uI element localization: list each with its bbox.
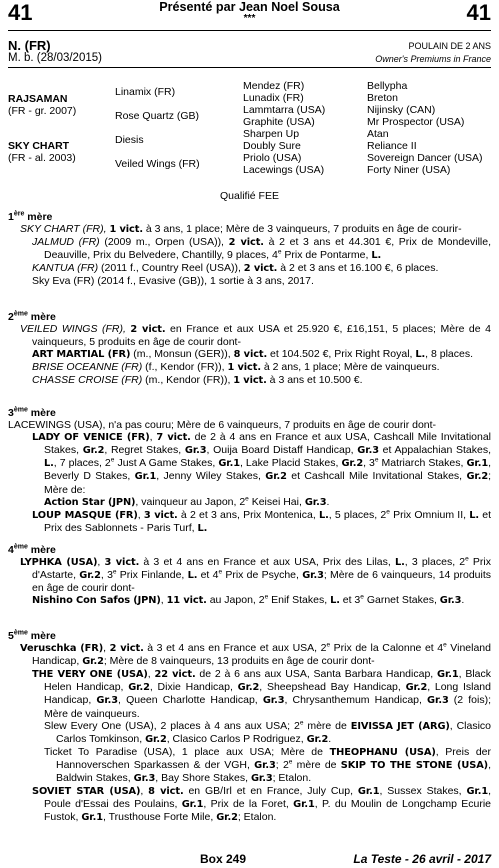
second-dam-section — [8, 311, 491, 388]
progeny-record: THE VERY ONE (USA), 22 vict. de 2 à 6 ans aux USA, Santa Barbara Handicap, Gr.1, Black Helen Handicap, Gr.2, Dixie Handicap, Gr.2, Sheepshead Bay Handicap, Gr.2, Long Island Handicap, Gr.3, Queen Charlotte Handicap, Gr.3, Chrysanthemum Handicap, Gr.3 (2 fois); Mère de vainqueurs. — [32, 668, 492, 720]
pedigree-g3: Graphite (USA) — [243, 116, 315, 128]
fourth-dam-section — [8, 544, 491, 607]
progeny-record: Slew Every One (USA), 2 places à 4 ans aux USA; 2e mère de EIVISSA JET (ARG), Clasico Carlos Tomkinson, Gr.2, Clasico Carlos P Rodriguez, Gr.2. — [44, 719, 492, 745]
dam-record: LYPHKA (USA), 3 vict. à 3 et 4 ans en France et aux USA, Prix des Lilas, L., 3 places, 2e Prix d'Astarte, Gr.2, 3e Prix Finlande, L. et 4e Prix de Psyche, Gr.3; Mère de 6 vainqueurs, 14 produits en âge de courir dont- — [20, 555, 492, 595]
divider — [8, 67, 491, 68]
pedigree-g4: Nijinsky (CAN) — [367, 104, 436, 116]
pedigree-sire-name: RAJSAMAN — [8, 93, 68, 105]
pedigree-g3: Doubly Sure — [243, 140, 301, 152]
pedigree-g2: Linamix (FR) — [115, 86, 176, 98]
horse-category: POULAIN DE 2 ANS — [408, 41, 491, 51]
divider — [8, 30, 491, 31]
pedigree-g4: Forty Niner (USA) — [367, 164, 451, 176]
section-heading: 5ème mère — [8, 629, 56, 642]
pedigree-g4: Mr Prospector (USA) — [367, 116, 465, 128]
pedigree-g4: Sovereign Dancer (USA) — [367, 152, 483, 164]
third-dam-section — [8, 407, 491, 535]
progeny-record: KANTUA (FR) (2011 f., Country Reel (USA)), 2 vict. à 2 et 3 ans et 16.100 €, 6 places. — [32, 262, 439, 275]
progeny-record: BRISE OCEANNE (FR) (f., Kendor (FR)), 1 vict. à 2 ans, 1 place; Mère de vainqueurs. — [32, 361, 440, 374]
pedigree-g3: Lacewings (USA) — [243, 164, 325, 176]
lot-number-left: 41 — [8, 0, 33, 25]
progeny-record: Sky Eva (FR) (2014 f., Evasive (GB)), 1 sortie à 3 ans, 2017. — [32, 275, 314, 288]
section-heading: 4ème mère — [8, 543, 56, 556]
progeny-record: Nishino Con Safos (JPN), 11 vict. au Japon, 2e Enif Stakes, L. et 3e Garnet Stakes, Gr.3. — [32, 593, 465, 607]
horse-birth: M. b. (28/03/2015) — [8, 52, 102, 64]
pedigree-g4: Reliance II — [367, 140, 417, 152]
pedigree-g3: Sharpen Up — [243, 128, 300, 140]
progeny-record: JALMUD (FR) (2009 m., Orpen (USA)), 2 vict. à 2 et 3 ans et 44.301 €, Prix de Mondeville, Deauville, Prix du Belvedere, Chantilly, 9 places, 4e Prix de Pontarme, L. — [32, 236, 492, 262]
qualification: Qualifié FEE — [220, 190, 279, 202]
first-dam-section — [8, 211, 491, 288]
pedigree-g2: Rose Quartz (GB) — [115, 110, 200, 122]
pedigree-g4: Atan — [367, 128, 389, 140]
fifth-dam-section — [8, 630, 491, 824]
progeny-record: Action Star (JPN), vainqueur au Japon, 2e Keisei Hai, Gr.3. — [44, 495, 330, 508]
pedigree-g2: Veiled Wings (FR) — [115, 158, 200, 170]
section-heading: 1ère mère — [8, 210, 53, 223]
progeny-record: SOVIET STAR (USA), 8 vict. en GB/Irl et en France, July Cup, Gr.1, Sussex Stakes, Gr.1, Poule d'Essai des Poulains, Gr.1, Prix de la Foret, Gr.1, P. du Moulin de Longchamp Ecurie Fustok, Gr.1, Trusthouse Forte Mile, Gr.2; Etalon. — [32, 785, 492, 824]
dam-record: SKY CHART (FR), 1 vict. à 3 ans, 1 place; Mère de 3 vainqueurs, 7 produits en âge de courir- — [20, 223, 462, 236]
stars: *** — [243, 13, 256, 24]
sale-info: La Teste - 26 avril - 2017 — [353, 852, 491, 866]
premium-note: Owner's Premiums in France — [375, 54, 491, 64]
progeny-record: ART MARTIAL (FR) (m., Monsun (GER)), 8 vict. et 104.502 €, Prix Right Royal, L., 8 places. — [32, 348, 474, 361]
box-number: Box 249 — [200, 852, 247, 866]
consignor-title: Présenté par Jean Noel Sousa — [159, 0, 340, 14]
section-heading: 2ème mère — [8, 310, 56, 323]
horse-name: N. (FR) — [8, 38, 51, 53]
progeny-record: LADY OF VENICE (FR), 7 vict. de 2 à 4 ans en France et aux USA, Cashcall Mile Invitational Stakes, Gr.2, Regret Stakes, Gr.3, Ouija Board Distaff Handicap, Gr.3 et Appalachian Stakes, L., 7 places, 2e Just A Game Stakes, Gr.1, Lake Placid Stakes, Gr.2, 3e Matriarch Stakes, Gr.1, Beverly D Stakes, Gr.1, Jenny Wiley Stakes, Gr.2 et Cashcall Mile Invitational Stakes, Gr.2; Mère de: — [32, 431, 492, 496]
pedigree-g3: Mendez (FR) — [243, 80, 305, 92]
dam-record: LACEWINGS (USA), n'a pas couru; Mère de 6 vainqueurs, 7 produits en âge de courir dont- — [8, 419, 437, 432]
pedigree-g2: Diesis — [115, 134, 144, 146]
pedigree-g3: Lammtarra (USA) — [243, 104, 326, 116]
dam-record: VEILED WINGS (FR), 2 vict. en France et aux USA et 25.920 €, £16,151, 5 places; Mère de 4 vainqueurs, 5 produits en âge de courir dont- — [20, 323, 491, 349]
pedigree-sire-info: (FR - gr. 2007) — [8, 105, 77, 117]
progeny-record: CHASSE CROISE (FR) (m., Kendor (FR)), 1 vict. à 3 ans et 10.500 €. — [32, 374, 363, 387]
pedigree-g3: Priolo (USA) — [243, 152, 302, 164]
progeny-record: LOUP MASQUE (FR), 3 vict. à 2 et 3 ans, Prix Montenica, L., 5 places, 2e Prix Omnium II, L. et Prix des Sablonnets - Paris Turf, L. — [32, 508, 491, 534]
pedigree-dam-info: (FR - al. 2003) — [8, 152, 76, 164]
progeny-record: Ticket To Paradise (USA), 1 place aux USA; Mère de THEOPHANU (USA), Preis der Hannoverschen Sparkassen & der VGH, Gr.3; 2e mère de SKIP TO THE STONE (USA), Baldwin Stakes, Gr.3, Bay Shore Stakes, Gr.3; Etalon. — [44, 745, 492, 785]
pedigree-dam-name: SKY CHART — [8, 140, 70, 152]
pedigree-g3: Lunadix (FR) — [243, 92, 304, 104]
section-heading: 3ème mère — [8, 406, 56, 419]
pedigree-g4: Bellypha — [367, 80, 408, 92]
pedigree-g4: Breton — [367, 92, 398, 104]
lot-number-right: 41 — [466, 0, 491, 25]
dam-record: Veruschka (FR), 2 vict. à 3 et 4 ans en France et aux USA, 2e Prix de la Calonne et 4e Vineland Handicap, Gr.2; Mère de 8 vainqueurs, 13 produits en âge de courir dont- — [20, 641, 491, 668]
